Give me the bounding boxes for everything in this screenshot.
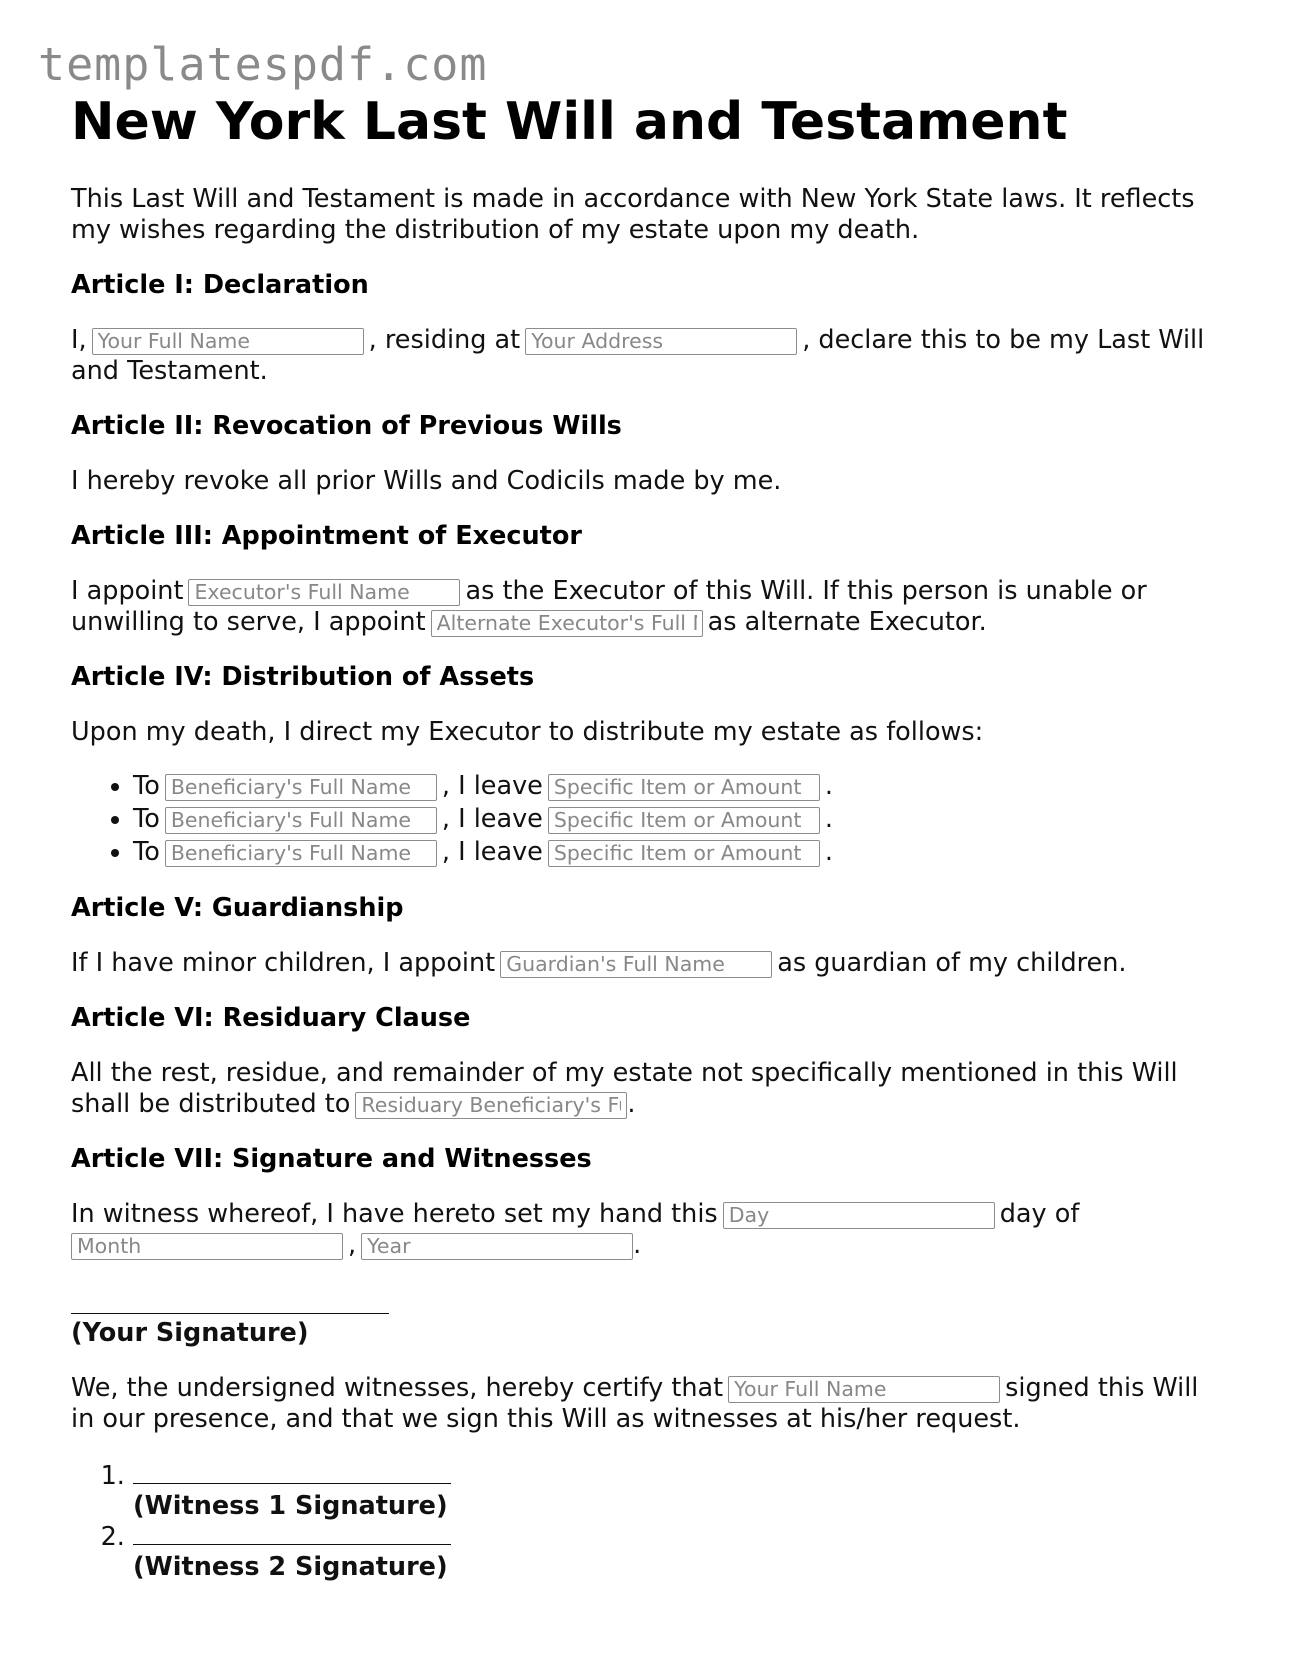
will-document [71,88,1221,1583]
article-3-heading: Article III: Appointment of Executor [71,521,582,551]
bequest-item-input[interactable] [548,840,820,867]
witness-2-signature-line[interactable] [133,1522,451,1545]
bequest-item [133,770,1221,803]
month-input[interactable] [71,1233,343,1260]
article-7-date-paragraph [71,1199,1221,1261]
bequest-to-text: To [133,771,160,801]
article-5-text-2: as guardian of my children. [777,948,1127,978]
article-7-text-4: . [633,1230,642,1260]
intro-paragraph: This Last Will and Testament is made in accordance with New York State laws. It reflects my wishes regarding the distribution of my estate upon my death. [71,184,1195,245]
executor-name-input[interactable] [188,579,460,606]
article-7-text-1: In witness whereof, I have hereto set my hand this [71,1199,718,1229]
bequest-end-text: . [824,804,833,834]
testator-signature-line[interactable] [71,1291,389,1314]
testator-address-input[interactable] [525,328,797,355]
bequest-item [133,803,1221,836]
page-title: New York Last Will and Testament [71,92,1068,152]
article-6-paragraph [71,1058,1221,1120]
article-7-text-3: , [348,1230,357,1260]
witness-1-signature-label: 1. (Witness 1 Signature) [133,1491,448,1521]
article-5-text-1: If I have minor children, I appoint [71,948,496,978]
bequest-leave-text: , I leave [441,804,543,834]
beneficiary-name-input[interactable] [165,774,437,801]
article-1-paragraph [71,325,1221,387]
testator-signature-block [71,1291,1221,1349]
witness-text-1: We, the undersigned witnesses, hereby certify that [71,1373,724,1403]
witness-certification-paragraph [71,1373,1221,1435]
witness-item [133,1522,1221,1583]
bequest-end-text: . [824,771,833,801]
residuary-beneficiary-input[interactable] [355,1092,627,1119]
article-6-heading: Article VI: Residuary Clause [71,1003,471,1033]
bequest-to-text: To [133,804,160,834]
article-1-text-3: , declare this to be my Last Will and Testament. [71,325,1205,386]
witness-list [71,1461,1221,1583]
article-6-text-1: All the rest, residue, and remainder of my estate not specifically mentioned in this Will shall be distributed to [71,1058,1178,1119]
bequest-item-input[interactable] [548,774,820,801]
testator-name-input[interactable] [92,328,364,355]
article-1-heading: Article I: Declaration [71,270,369,300]
guardian-name-input[interactable] [500,951,772,978]
witness-2-signature-label: 2. (Witness 2 Signature) [133,1552,448,1582]
article-5-paragraph [71,948,1221,979]
article-4-intro: Upon my death, I direct my Executor to distribute my estate as follows: [71,717,984,747]
article-3-text-1: I appoint [71,576,184,606]
bequest-leave-text: , I leave [441,837,543,867]
article-5-heading: Article V: Guardianship [71,893,404,923]
article-2-paragraph: I hereby revoke all prior Wills and Codicils made by me. [71,466,782,496]
article-7-text-2: day of [999,1199,1080,1229]
article-1-text-1: I, [71,325,87,355]
day-input[interactable] [723,1202,995,1229]
witness-item [133,1461,1221,1522]
article-2-heading: Article II: Revocation of Previous Wills [71,411,622,441]
testator-signature-label: (Your Signature) [71,1318,309,1348]
article-4-heading: Article IV: Distribution of Assets [71,662,535,692]
alternate-executor-input[interactable] [431,610,703,637]
beneficiary-name-input[interactable] [165,807,437,834]
witness-text-2: signed this Will in our presence, and that we sign this Will as witnesses at his/her request. [71,1373,1199,1434]
witness-1-signature-line[interactable] [133,1461,451,1484]
bequest-list [71,770,1221,869]
bequest-item-input[interactable] [548,807,820,834]
article-3-text-3: as alternate Executor. [707,607,987,637]
bequest-end-text: . [824,837,833,867]
article-7-heading: Article VII: Signature and Witnesses [71,1144,592,1174]
year-input[interactable] [361,1233,633,1260]
bequest-item [133,836,1221,869]
beneficiary-name-input[interactable] [165,840,437,867]
bequest-to-text: To [133,837,160,867]
article-1-text-2: , residing at [368,325,521,355]
article-3-paragraph [71,576,1221,638]
article-3-text-2: as the Executor of this Will. If this person is unable or unwilling to serve, I appoint [71,576,1147,637]
article-6-text-2: . [627,1089,636,1119]
watermark-text: templatespdf.com [38,38,488,91]
bequest-leave-text: , I leave [441,771,543,801]
witness-testator-name-input[interactable] [728,1376,1000,1403]
